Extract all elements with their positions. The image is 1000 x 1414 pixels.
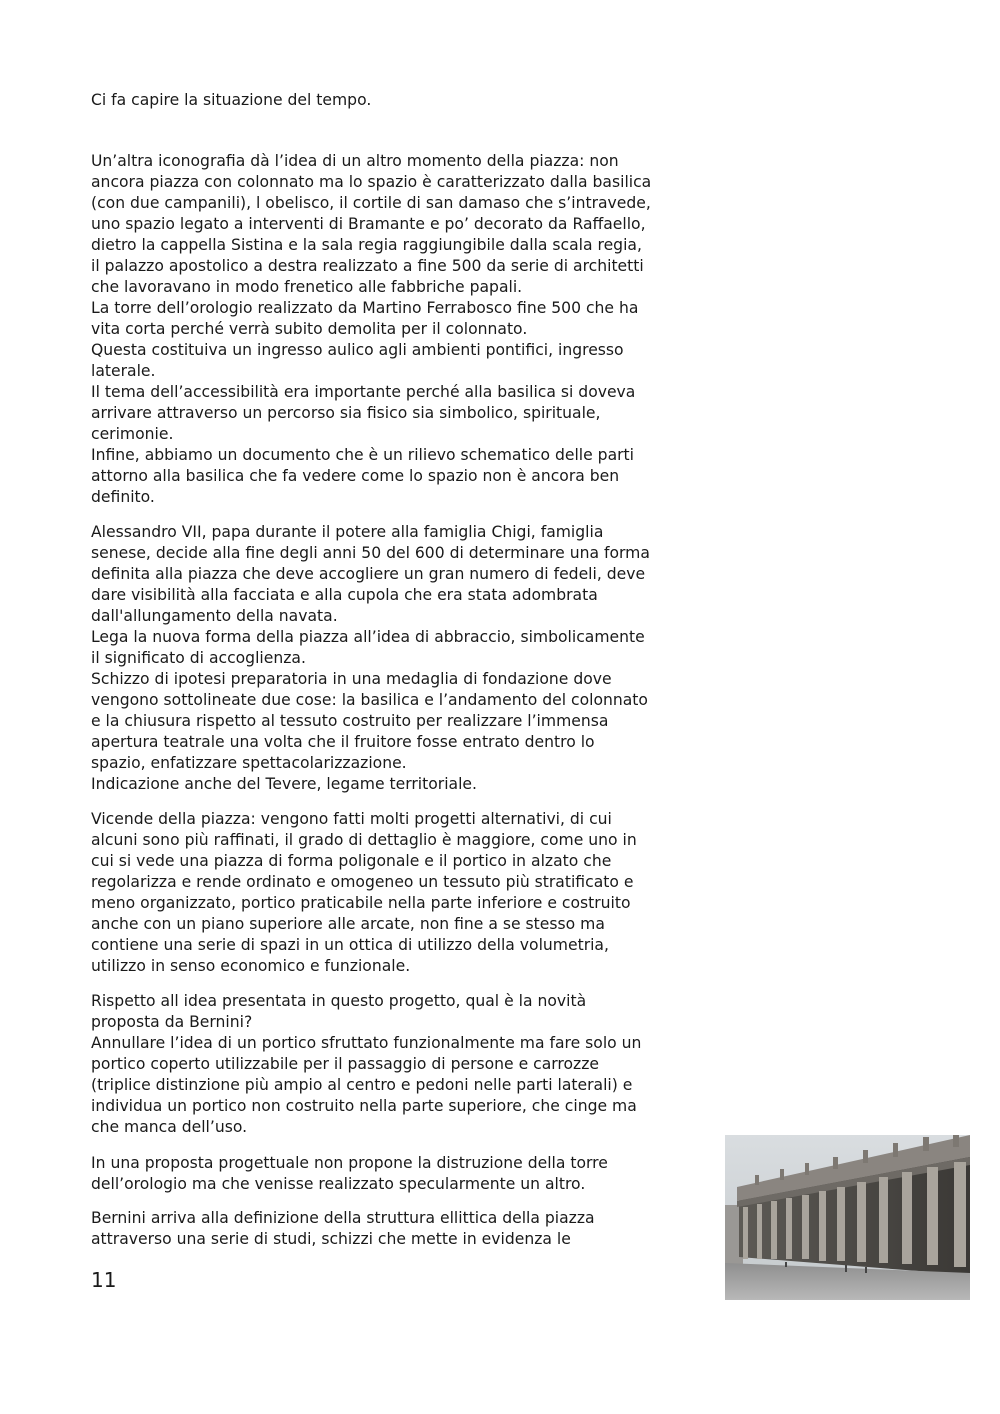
text-line: senese, decide alla fine degli anni 50 del 600 di determinare una forma	[91, 544, 650, 562]
text-line: alcuni sono più raffinati, il grado di dettaglio è maggiore, come uno in	[91, 831, 637, 849]
text-line: dall'allungamento della navata.	[91, 607, 338, 625]
text-line: e la chiusura rispetto al tessuto costruito per realizzare l’immensa	[91, 712, 609, 730]
text-line: che manca dell’uso.	[91, 1118, 248, 1136]
paragraph	[91, 991, 701, 1138]
text-line: spazio, enfatizzare spettacolarizzazione.	[91, 754, 407, 772]
text-line: Alessandro VII, papa durante il potere alla famiglia Chigi, famiglia	[91, 523, 604, 541]
text-line: uno spazio legato a interventi di Bramante e po’ decorato da Raffaello,	[91, 215, 646, 233]
text-line: dietro la cappella Sistina e la sala regia raggiungibile dalla scala regia,	[91, 236, 642, 254]
text-line: Rispetto all idea presentata in questo progetto, qual è la novità	[91, 992, 587, 1010]
text-line: attorno alla basilica che fa vedere come lo spazio non è ancora ben	[91, 467, 620, 485]
text-line: Lega la nuova forma della piazza all’idea di abbraccio, simbolicamente	[91, 628, 645, 646]
text-line: che lavoravano in modo frenetico alle fabbriche papali.	[91, 278, 523, 296]
text-line: vengono sottolineate due cose: la basilica e l’andamento del colonnato	[91, 691, 648, 709]
paragraph	[91, 1208, 701, 1250]
text-line: (triplice distinzione più ampio al centro e pedoni nelle parti laterali) e	[91, 1076, 633, 1094]
text-line: portico coperto utilizzabile per il passaggio di persone e carrozze	[91, 1055, 599, 1073]
text-line: arrivare attraverso un percorso sia fisico sia simbolico, spirituale,	[91, 404, 601, 422]
text-line: Bernini arriva alla definizione della struttura ellittica della piazza	[91, 1209, 595, 1227]
text-line: Un’altra iconografia dà l’idea di un altro momento della piazza: non	[91, 152, 619, 170]
text-line: Schizzo di ipotesi preparatoria in una medaglia di fondazione dove	[91, 670, 612, 688]
text-line: il palazzo apostolico a destra realizzato a fine 500 da serie di architetti	[91, 257, 644, 275]
text-line: In una proposta progettuale non propone la distruzione della torre	[91, 1154, 608, 1172]
text-line: il significato di accoglienza.	[91, 649, 306, 667]
paragraph	[91, 522, 701, 795]
text-line: apertura teatrale una volta che il fruitore fosse entrato dentro lo	[91, 733, 595, 751]
text-line: Annullare l’idea di un portico sfruttato funzionalmente ma fare solo un	[91, 1034, 642, 1052]
text-line: utilizzo in senso economico e funzionale.	[91, 957, 411, 975]
text-line: ancora piazza con colonnato ma lo spazio è caratterizzato dalla basilica	[91, 173, 652, 191]
text-line: Vicende della piazza: vengono fatti molti progetti alternativi, di cui	[91, 810, 612, 828]
text-line: La torre dell’orologio realizzato da Martino Ferrabosco fine 500 che ha	[91, 299, 639, 317]
paragraph	[91, 809, 701, 977]
paragraph	[91, 151, 701, 508]
text-line: individua un portico non costruito nella parte superiore, che cinge ma	[91, 1097, 637, 1115]
text-line: regolarizza e rende ordinato e omogeneo un tessuto più stratificato e	[91, 873, 634, 891]
text-line: cui si vede una piazza di forma poligonale e il portico in alzato che	[91, 852, 612, 870]
text-line: Il tema dell’accessibilità era importante perché alla basilica si doveva	[91, 383, 636, 401]
text-line: proposta da Bernini?	[91, 1013, 253, 1031]
paragraph	[91, 1153, 701, 1195]
text-line: dare visibilità alla facciata e alla cupola che era stata adombrata	[91, 586, 598, 604]
text-line: Indicazione anche del Tevere, legame territoriale.	[91, 775, 477, 793]
text-line: anche con un piano superiore alle arcate, non fine a se stesso ma	[91, 915, 605, 933]
text-line: attraverso una serie di studi, schizzi che mette in evidenza le	[91, 1230, 571, 1248]
text-line: vita corta perché verrà subito demolita per il colonnato.	[91, 320, 528, 338]
text-line: (con due campanili), l obelisco, il cortile di san damaso che s’intravede,	[91, 194, 651, 212]
colonnade-photo-graphic	[725, 1135, 970, 1300]
text-line: Infine, abbiamo un documento che è un rilievo schematico delle parti	[91, 446, 634, 464]
colonnade-photo	[725, 1135, 970, 1300]
paragraph	[91, 90, 701, 111]
page-number: 11	[91, 1268, 117, 1292]
text-line: meno organizzato, portico praticabile nella parte inferiore e costruito	[91, 894, 631, 912]
text-line: laterale.	[91, 362, 156, 380]
text-line: definita alla piazza che deve accogliere un gran numero di fedeli, deve	[91, 565, 646, 583]
text-line: Questa costituiva un ingresso aulico agli ambienti pontifici, ingresso	[91, 341, 624, 359]
text-line: dell’orologio ma che venisse realizzato specularmente un altro.	[91, 1175, 586, 1193]
text-line: definito.	[91, 488, 155, 506]
text-line: contiene una serie di spazi in un ottica di utilizzo della volumetria,	[91, 936, 609, 954]
text-line: cerimonie.	[91, 425, 174, 443]
text-line: Ci fa capire la situazione del tempo.	[91, 91, 372, 109]
